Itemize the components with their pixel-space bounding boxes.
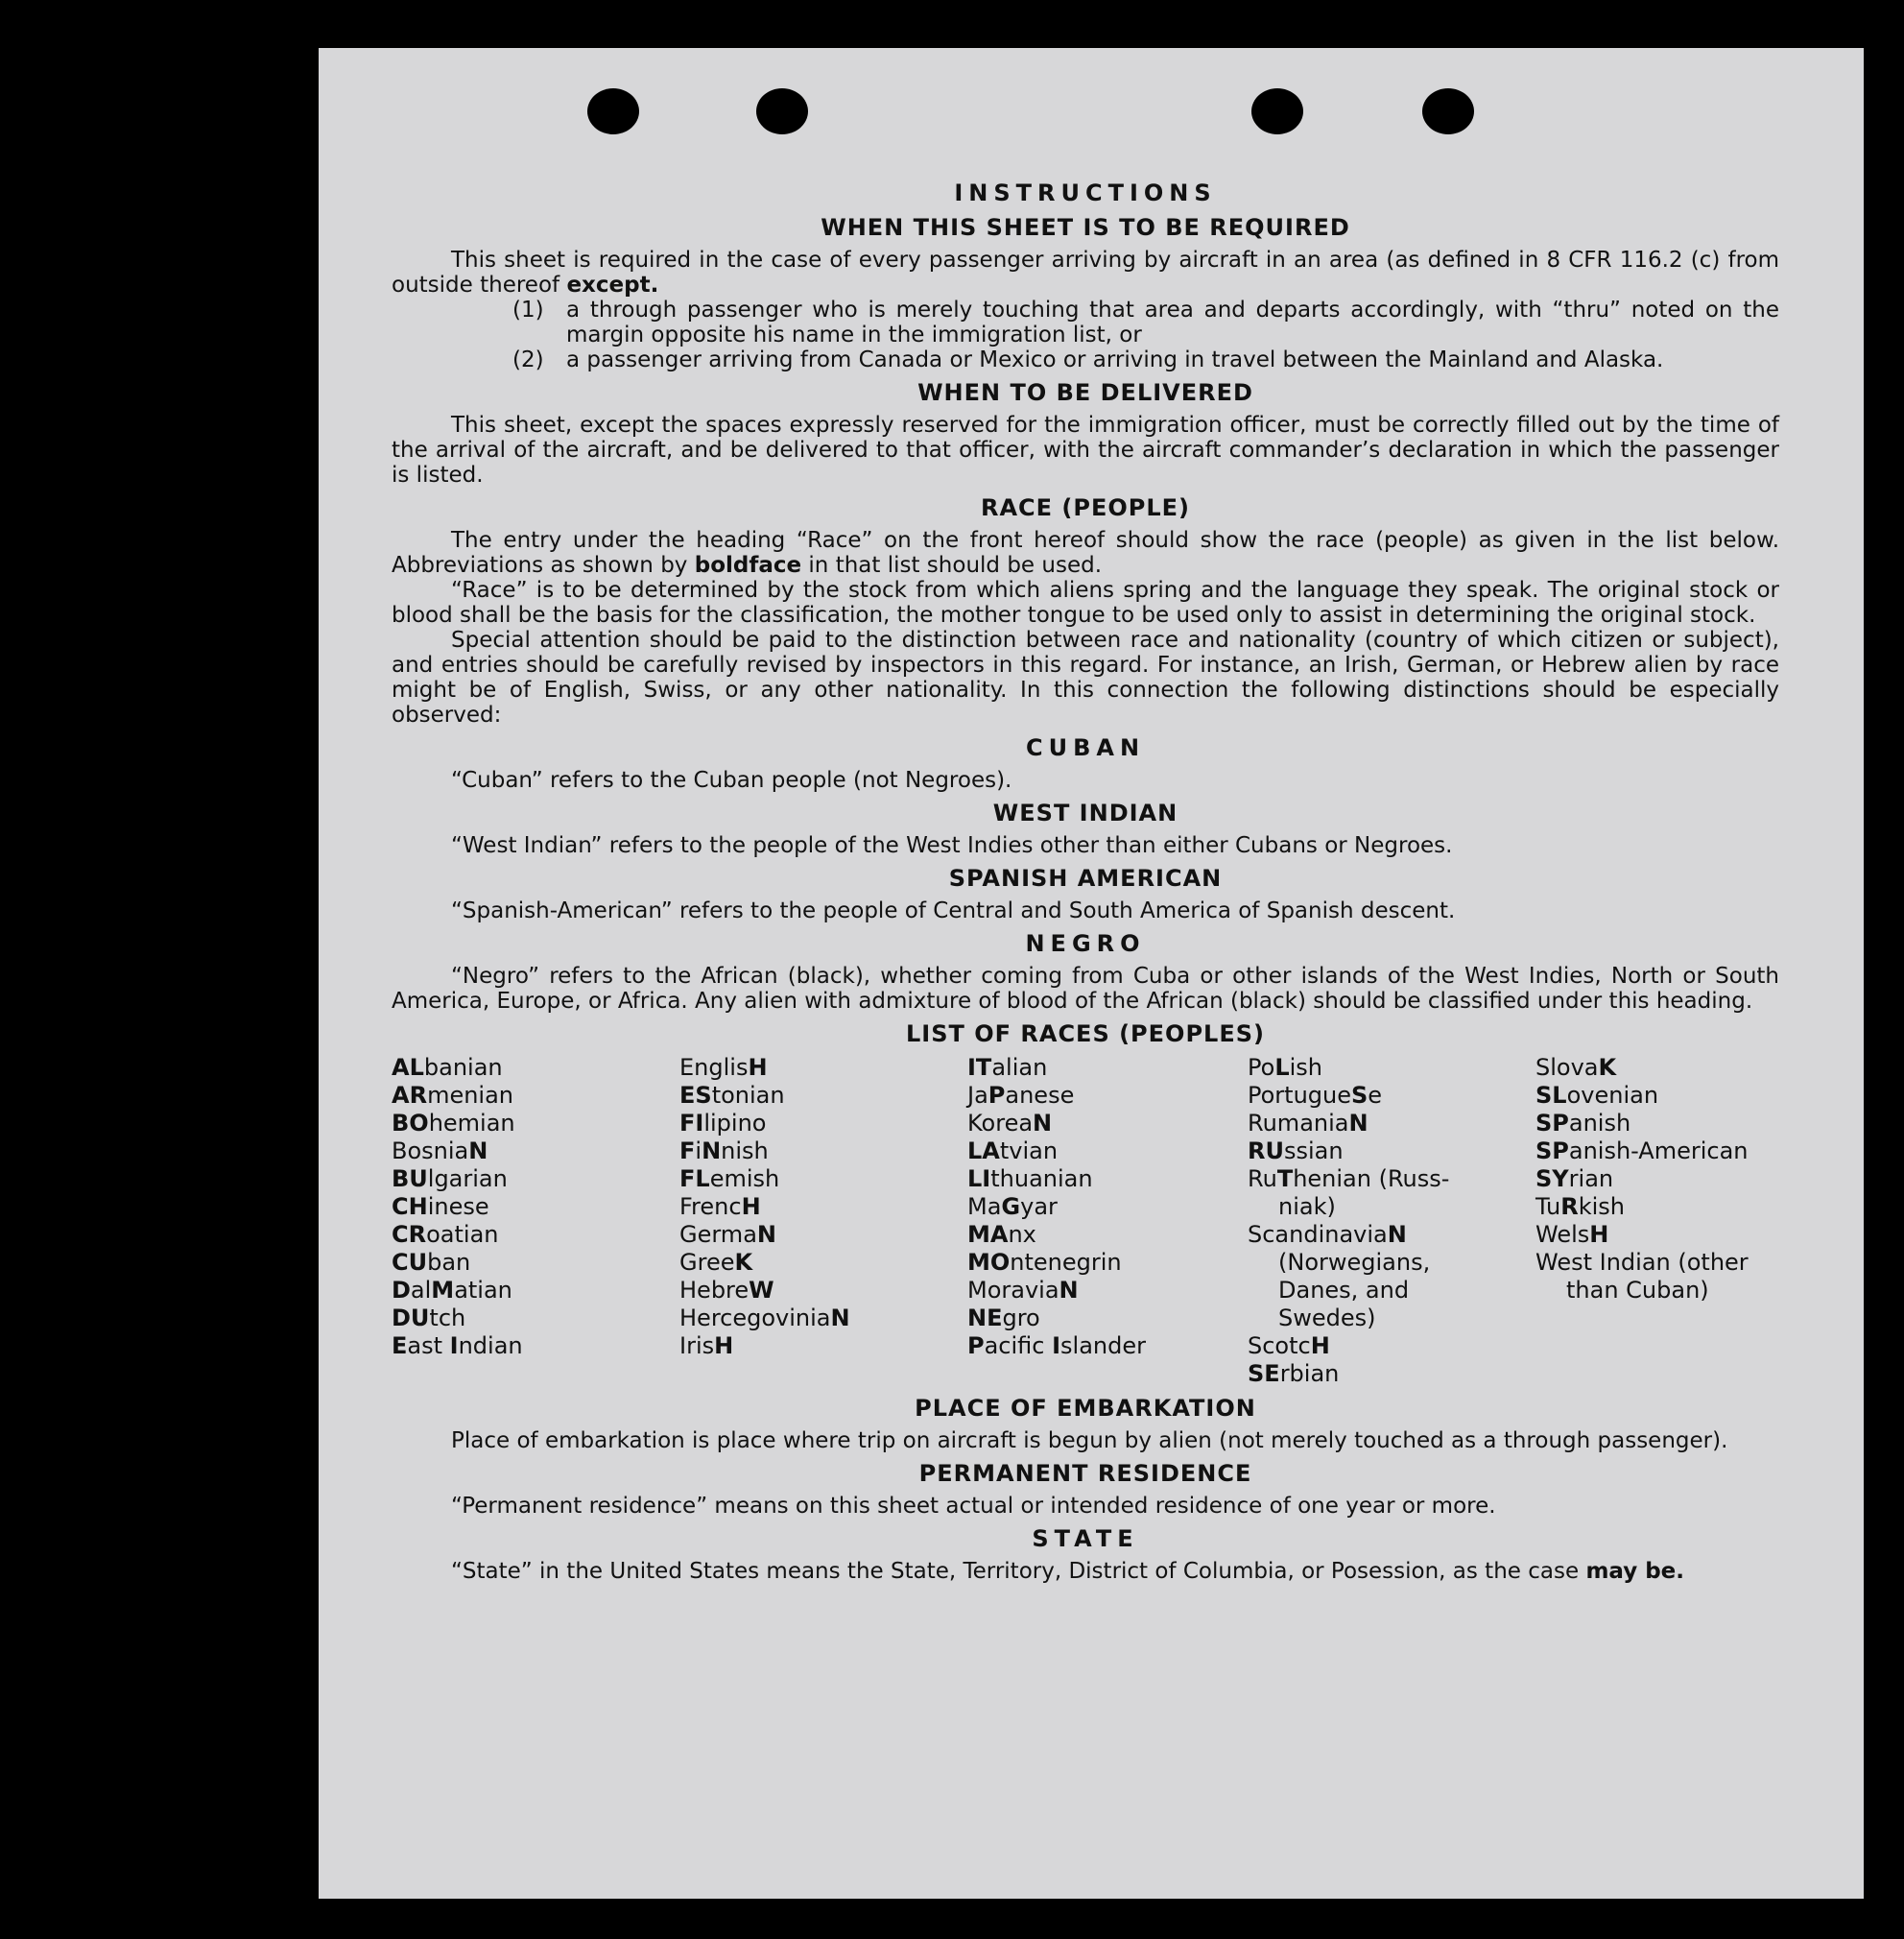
race-entry: PortugueSe [1248, 1082, 1383, 1109]
race-entry: FrencH [679, 1193, 761, 1220]
race-entry: West Indian (other [1535, 1249, 1749, 1276]
item-text: a through passenger who is merely touching that area and departs accordingly, with “thru” noted on the margin opposite his name in the immigration list, or [566, 298, 1779, 347]
punch-hole [587, 88, 639, 134]
punch-hole [756, 88, 808, 134]
race-entry: GreeK [679, 1249, 753, 1276]
race-entry: KoreaN [967, 1110, 1053, 1137]
race-entry: SLovenian [1535, 1082, 1659, 1109]
race-entry: DUtch [392, 1305, 466, 1331]
embarkation-text: Place of embarkation is place where trip on aircraft is begun by alien (not merely touched as a through passenger). [451, 1428, 1728, 1453]
race-entry: NEgro [967, 1305, 1040, 1331]
races-column [392, 1054, 679, 1388]
races-list [392, 1054, 1779, 1388]
heading-west-indian: WEST INDIAN [992, 800, 1178, 826]
race-entry: SErbian [1248, 1360, 1340, 1387]
race-entry: ALbanian [392, 1054, 503, 1081]
race-entry: Pacific Islander [967, 1332, 1147, 1359]
race-entry: TuRkish [1535, 1193, 1625, 1220]
race-entry: HercegoviniaN [679, 1305, 850, 1331]
heading-race: RACE (PEOPLE) [980, 494, 1191, 521]
list-item [392, 347, 1779, 372]
race-entry: FLemish [679, 1165, 780, 1192]
required-intro: This sheet is required in the case of every passenger arriving by aircraft in an area (as defined in 8 CFR 116.2 (c) from outside thereof except. [392, 248, 1779, 298]
race-entry: LIthuanian [967, 1165, 1093, 1192]
heading-permanent-residence: PERMANENT RESIDENCE [918, 1460, 1252, 1487]
race-continuation: than Cuban) [1566, 1277, 1709, 1304]
race-entry: EnglisH [679, 1054, 768, 1081]
race-entry: WelsH [1535, 1221, 1609, 1248]
race-entry: JaPanese [967, 1082, 1075, 1109]
page-title: INSTRUCTIONS [954, 180, 1217, 206]
heading-required: WHEN THIS SHEET IS TO BE REQUIRED [821, 214, 1350, 241]
race-entry: SlovaK [1535, 1054, 1617, 1081]
race-entry: EStonian [679, 1082, 785, 1109]
cuban-text: “Cuban” refers to the Cuban people (not Negroes). [451, 768, 1012, 793]
race-entry: MaGyar [967, 1193, 1058, 1220]
item-number: (2) [512, 347, 544, 372]
race-entry: MoraviaN [967, 1277, 1079, 1304]
heading-state: STATE [1032, 1525, 1139, 1552]
residence-text: “Permanent residence” means on this sheet actual or intended residence of one year or more. [451, 1494, 1496, 1519]
instructions-content [392, 180, 1779, 1584]
race-entry: FIlipino [679, 1110, 767, 1137]
punch-hole [1422, 88, 1474, 134]
race-entry: HebreW [679, 1277, 774, 1304]
race-paragraph-2: “Race” is to be determined by the stock from which aliens spring and the language they speak. The original stock or blood shall be the basis for the classification, the mother tongue to be used only to assist in determining the original stock. [392, 578, 1779, 628]
race-entry: CHinese [392, 1193, 489, 1220]
item-number: (1) [512, 298, 544, 323]
race-entry: BosniaN [392, 1137, 488, 1164]
punch-hole [1251, 88, 1303, 134]
races-column [1248, 1054, 1535, 1388]
race-entry: CUban [392, 1249, 471, 1276]
race-entry: FiNnish [679, 1137, 769, 1164]
races-column [967, 1054, 1248, 1388]
race-entry: RuThenian (Russ- [1248, 1165, 1450, 1192]
heading-spanish-american: SPANISH AMERICAN [948, 865, 1223, 892]
race-entry: SPanish-American [1535, 1137, 1749, 1164]
race-entry: MAnx [967, 1221, 1036, 1248]
heading-embarkation: PLACE OF EMBARKATION [915, 1395, 1256, 1422]
race-entry: SYrian [1535, 1165, 1614, 1192]
races-column [1535, 1054, 1785, 1388]
item-text: a passenger arriving from Canada or Mexico or arriving in travel between the Mainland and Alaska. [566, 347, 1664, 372]
race-entry: SPanish [1535, 1110, 1631, 1137]
heading-cuban: CUBAN [1025, 734, 1146, 761]
spanish-american-text: “Spanish-American” refers to the people of Central and South America of Spanish descent. [451, 898, 1456, 923]
heading-delivered: WHEN TO BE DELIVERED [917, 379, 1253, 406]
race-entry: ScandinaviaN [1248, 1221, 1407, 1248]
race-entry: LAtvian [967, 1137, 1059, 1164]
race-continuation: niak) [1278, 1193, 1336, 1220]
race-continuation: (Norwegians, [1278, 1249, 1431, 1276]
heading-negro: NEGRO [1025, 930, 1146, 957]
document-sheet [319, 48, 1864, 1899]
race-entry: DalMatian [392, 1277, 512, 1304]
race-entry: GermaN [679, 1221, 776, 1248]
race-entry: BOhemian [392, 1110, 515, 1137]
list-item [392, 298, 1779, 347]
west-indian-text: “West Indian” refers to the people of the West Indies other than either Cubans or Negroes. [451, 833, 1453, 858]
race-entry: MOntenegrin [967, 1249, 1122, 1276]
delivered-text: This sheet, except the spaces expressly reserved for the immigration officer, must be correctly filled out by the time of the arrival of the aircraft, and be delivered to that officer, with the aircraft commander’s declaration in which the passenger is listed. [392, 413, 1779, 488]
race-entry: PoLish [1248, 1054, 1322, 1081]
race-paragraph-3: Special attention should be paid to the distinction between race and nationality (country of which citizen or subject), and entries should be carefully revised by inspectors in this regard. For instance, an Irish, German, or Hebrew alien by race might be of English, Swiss, or any other nationality. In this connection the following distinctions should be especially observed: [392, 628, 1779, 728]
negro-text: “Negro” refers to the African (black), whether coming from Cuba or other islands of the West Indies, North or South America, Europe, or Africa. Any alien with admixture of blood of the African (black) should be classified under this heading. [392, 964, 1779, 1014]
race-entry: BUlgarian [392, 1165, 508, 1192]
race-paragraph-1: The entry under the heading “Race” on the front hereof should show the race (people) as given in the list below. Abbreviations as shown by boldface in that list should be used. [392, 528, 1779, 578]
race-entry: IrisH [679, 1332, 734, 1359]
state-text: “State” in the United States means the State, Territory, District of Columbia, or Posession, as the case may be. [451, 1559, 1685, 1584]
race-continuation: Danes, and [1278, 1277, 1410, 1304]
race-entry: CRoatian [392, 1221, 499, 1248]
race-entry: ScotcH [1248, 1332, 1330, 1359]
race-entry: RumaniaN [1248, 1110, 1368, 1137]
race-entry: ITalian [967, 1054, 1048, 1081]
race-entry: ARmenian [392, 1082, 514, 1109]
races-column [679, 1054, 967, 1388]
heading-list-of-races: LIST OF RACES (PEOPLES) [906, 1020, 1265, 1047]
race-continuation: Swedes) [1278, 1305, 1376, 1331]
race-entry: East Indian [392, 1332, 523, 1359]
race-entry: RUssian [1248, 1137, 1344, 1164]
